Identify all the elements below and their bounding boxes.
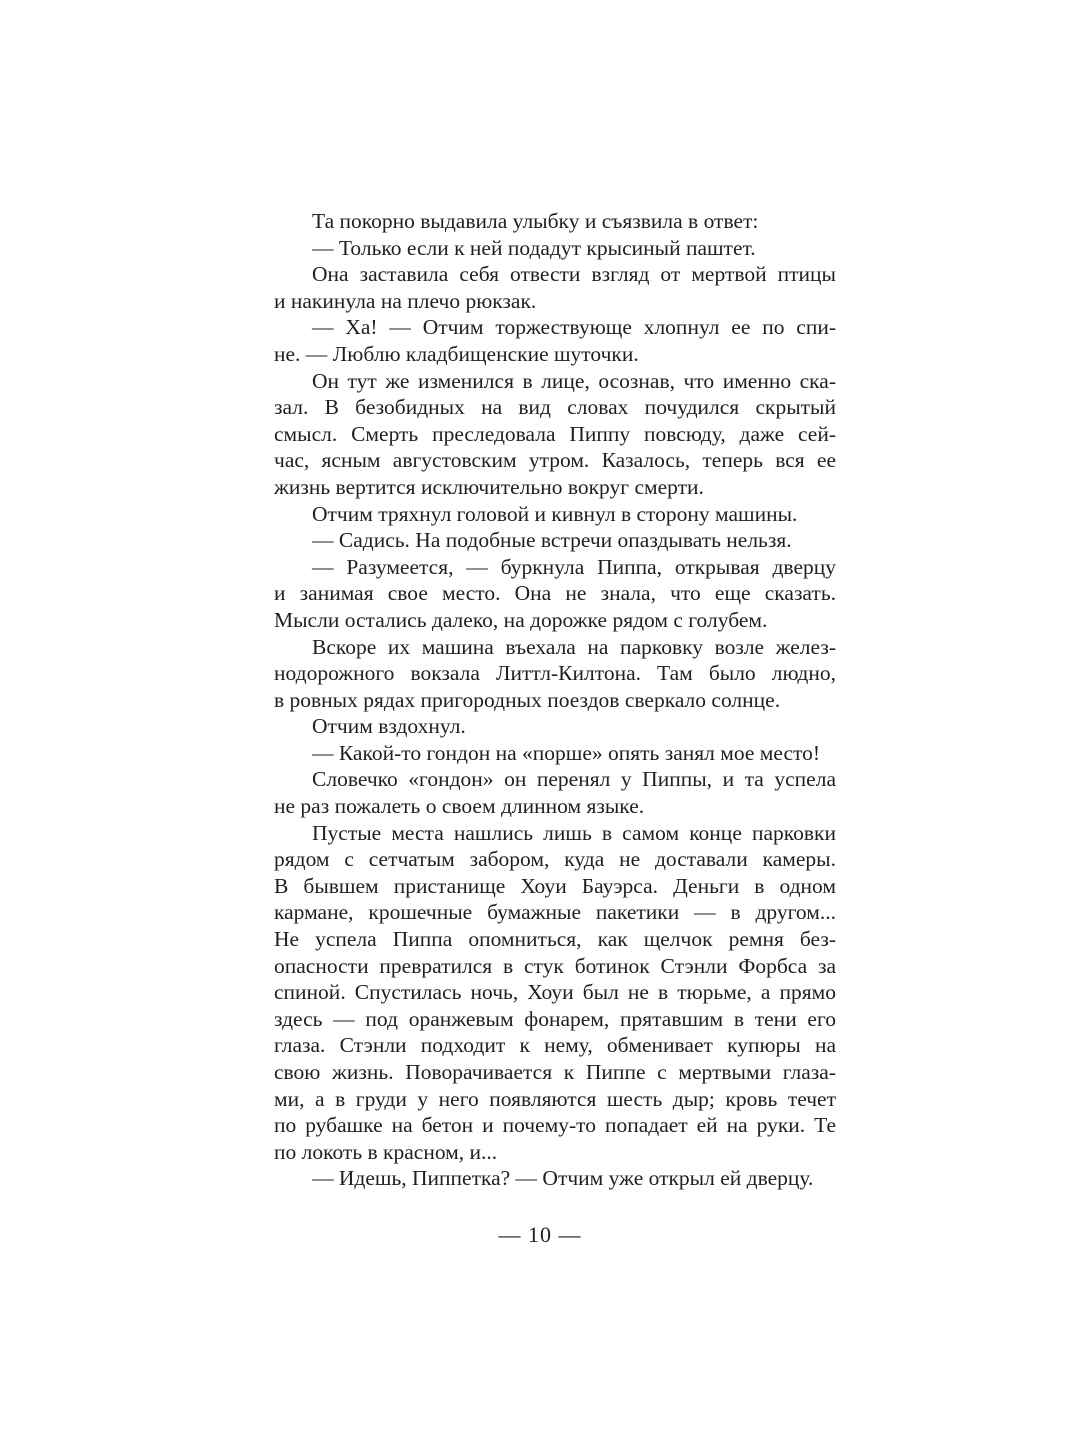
text-line: свою жизнь. Поворачивается к Пиппе с мертвыми глаза- [274, 1060, 836, 1084]
text-line: — Разумеется, — буркнула Пиппа, открывая дверцу [312, 554, 836, 579]
text-line: Словечко «гондон» он перенял у Пиппы, и та успела [312, 767, 836, 792]
text-line: В бывшем пристанище Хоуи Бауэрса. Деньги в одном [274, 873, 836, 898]
text-line: спиной. Спустилась ночь, Хоуи был не в тюрьме, а прямо [274, 980, 836, 1005]
text-line: опасности превратился в стук ботинок Стэнли Форбса за [274, 953, 836, 978]
body-text [274, 208, 836, 1192]
text-line: — Идешь, Пиппетка? — Отчим уже открыл ей дверцу. [312, 1166, 814, 1191]
text-line: Отчим тряхнул головой и кивнул в сторону машины. [312, 501, 798, 526]
text-line: по рубашке на бетон и почему-то попадает ей на руки. Те [274, 1113, 836, 1138]
text-line: глаза. Стэнли подходит к нему, обменивает купюры на [274, 1033, 836, 1058]
text-line: час, ясным августовским утром. Казалось, теперь вся ее [274, 448, 836, 473]
text-line: не раз пожалеть о своем длинном языке. [274, 794, 645, 819]
text-line: смысл. Смерть преследовала Пиппу повсюду, даже сей- [274, 421, 836, 446]
text-line: — Ха! — Отчим торжествующе хлопнул ее по спи- [312, 315, 836, 340]
text-line: Пустые места нашлись лишь в самом конце парковки [312, 820, 836, 845]
text-line: зал. В безобидных на вид словах почудился скрытый [274, 395, 836, 420]
text-line: в ровных рядах пригородных поездов сверкало солнце. [274, 687, 781, 712]
text-line: Вскоре их машина въехала на парковку возле желез- [312, 634, 836, 659]
text-line: кармане, крошечные бумажные пакетики — в другом... [274, 900, 836, 925]
text-line: жизнь вертится исключительно вокруг смерти. [274, 474, 704, 499]
text-line: по локоть в красном, и... [274, 1139, 498, 1164]
text-line: рядом с сетчатым забором, куда не доставали камеры. [274, 847, 836, 872]
text-line: — Только если к ней подадут крысиный паштет. [312, 235, 756, 260]
text-line: — Садись. На подобные встречи опаздывать нельзя. [312, 528, 792, 553]
text-line: Та покорно выдавила улыбку и съязвила в ответ: [312, 209, 759, 233]
text-line: и занимая свое место. Она не знала, что еще сказать. [274, 581, 836, 606]
text-line: Он тут же изменился в лице, осознав, что именно ска- [312, 368, 836, 393]
text-line: и накинула на плечо рюкзак. [274, 288, 537, 313]
text-line: Отчим вздохнул. [312, 714, 466, 739]
text-line: Мысли остались далеко, на дорожке рядом с голубем. [274, 607, 768, 632]
page-number: — 10 — [498, 1222, 582, 1247]
text-line: здесь — под оранжевым фонарем, прятавшим в тени его [274, 1006, 836, 1031]
text-line: Она заставила себя отвести взгляд от мертвой птицы [312, 262, 836, 287]
text-line: нодорожного вокзала Литтл-Килтона. Там было людно, [274, 661, 836, 686]
text-line: ми, а в груди у него появляются шесть дыр; кровь течет [274, 1086, 836, 1111]
text-line: Не успела Пиппа опомниться, как щелчок ремня без- [274, 927, 836, 952]
text-line: не. — Люблю кладбищенские шуточки. [274, 341, 639, 366]
text-line: — Какой-то гондон на «порше» опять занял мое место! [312, 740, 821, 765]
